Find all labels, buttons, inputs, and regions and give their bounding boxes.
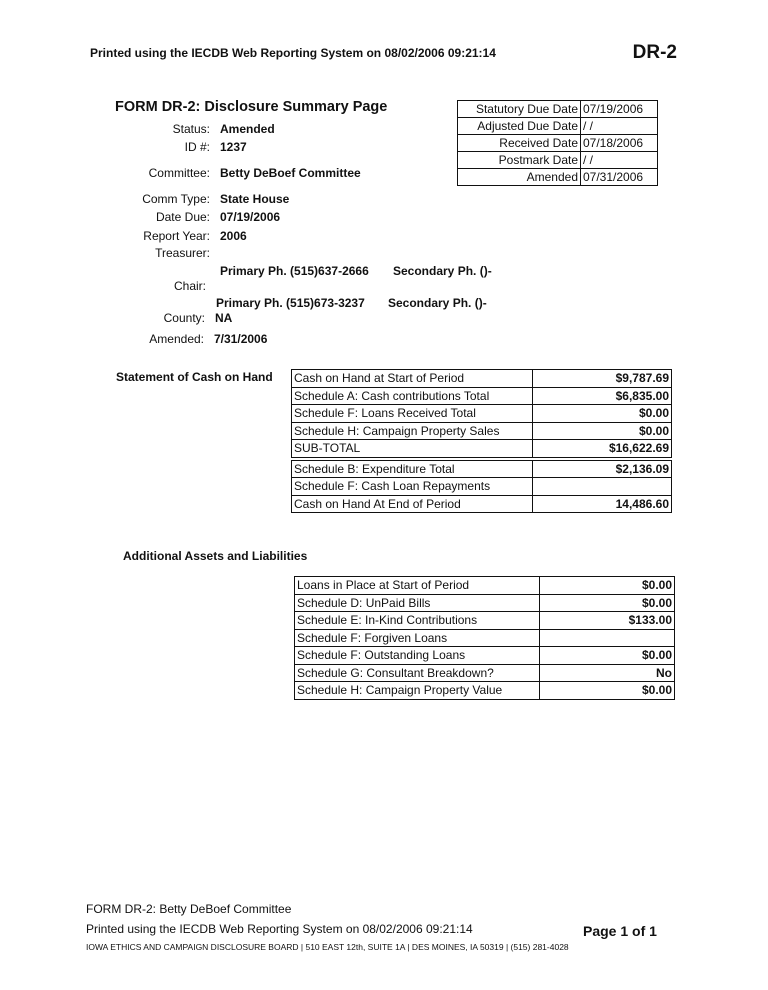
table-row (295, 594, 675, 612)
row-label: Schedule A: Cash contributions Total (292, 387, 533, 405)
table-row (458, 169, 658, 186)
status-value: Amended (220, 122, 275, 136)
treasurer-label: Treasurer: (155, 246, 210, 260)
row-label: Schedule F: Forgiven Loans (295, 629, 540, 647)
row-label: Schedule E: In-Kind Contributions (295, 612, 540, 630)
row-value: $0.00 (533, 422, 672, 440)
footer-form-line: FORM DR-2: Betty DeBoef Committee (86, 902, 292, 916)
table-row (295, 612, 675, 630)
page-title: FORM DR-2: Disclosure Summary Page (115, 99, 388, 115)
row-value: $6,835.00 (533, 387, 672, 405)
date-value: 07/19/2006 (581, 101, 658, 118)
row-label: SUB-TOTAL (292, 440, 533, 458)
chair-secondary-phone: Secondary Ph. ()- (388, 296, 487, 310)
footer-address: IOWA ETHICS AND CAMPAIGN DISCLOSURE BOARD | 510 EAST 12th, SUITE 1A | DES MOINES, IA 50319 | (515) 281-4028 (86, 942, 569, 952)
table-row (458, 101, 658, 118)
committee-value: Betty DeBoef Committee (220, 166, 361, 180)
assets-section-heading: Additional Assets and Liabilities (123, 549, 308, 563)
footer-printed-line: Printed using the IECDB Web Reporting System on 08/02/2006 09:21:14 (86, 922, 473, 936)
date-label: Amended (458, 169, 581, 186)
date-label: Received Date (458, 135, 581, 152)
dates-table (457, 100, 658, 186)
committee-label: Committee: (148, 166, 210, 180)
row-label: Schedule H: Campaign Property Value (295, 682, 540, 700)
row-value: $0.00 (540, 594, 675, 612)
date-label: Statutory Due Date (458, 101, 581, 118)
date-due-label: Date Due: (155, 210, 210, 224)
row-value: $0.00 (540, 577, 675, 595)
table-row (458, 135, 658, 152)
table-row (458, 118, 658, 135)
cash-section-heading: Statement of Cash on Hand (116, 370, 273, 384)
row-value: 14,486.60 (533, 495, 672, 513)
row-label: Schedule B: Expenditure Total (292, 460, 533, 478)
table-row (292, 387, 672, 405)
table-row (295, 682, 675, 700)
date-due-value: 07/19/2006 (220, 210, 281, 224)
status-label: Status: (172, 122, 210, 136)
row-value: No (540, 664, 675, 682)
date-value: 07/18/2006 (581, 135, 658, 152)
table-row (292, 460, 672, 478)
row-value: $0.00 (540, 647, 675, 665)
table-row (295, 577, 675, 595)
table-row (292, 440, 672, 458)
row-value: $2,136.09 (533, 460, 672, 478)
comm-type-value: State House (220, 192, 290, 206)
assets-table (294, 576, 675, 700)
date-label: Postmark Date (458, 152, 581, 169)
row-label: Schedule D: UnPaid Bills (295, 594, 540, 612)
report-year-value: 2006 (220, 229, 247, 243)
row-value (540, 629, 675, 647)
table-row (295, 664, 675, 682)
cash-table (291, 369, 672, 513)
date-value: 07/31/2006 (581, 169, 658, 186)
row-value: $9,787.69 (533, 370, 672, 388)
id-value: 1237 (220, 140, 247, 154)
row-value: $133.00 (540, 612, 675, 630)
table-row (458, 152, 658, 169)
chair-primary-phone: Primary Ph. (515)673-3237 (216, 296, 365, 310)
amended-value: 7/31/2006 (214, 332, 268, 346)
row-label: Cash on Hand at Start of Period (292, 370, 533, 388)
treasurer-secondary-phone: Secondary Ph. ()- (393, 264, 492, 278)
table-row (292, 405, 672, 423)
comm-type-label: Comm Type: (142, 192, 210, 206)
row-label: Schedule F: Cash Loan Repayments (292, 478, 533, 496)
row-value: $0.00 (540, 682, 675, 700)
page-number: Page 1 of 1 (583, 923, 657, 939)
row-label: Loans in Place at Start of Period (295, 577, 540, 595)
date-value: / / (581, 152, 658, 169)
id-label: ID #: (184, 140, 210, 154)
table-row (292, 422, 672, 440)
row-label: Schedule F: Outstanding Loans (295, 647, 540, 665)
table-row (292, 495, 672, 513)
row-label: Schedule H: Campaign Property Sales (292, 422, 533, 440)
report-year-label: Report Year: (143, 229, 210, 243)
date-value: / / (581, 118, 658, 135)
row-label: Cash on Hand At End of Period (292, 495, 533, 513)
date-label: Adjusted Due Date (458, 118, 581, 135)
county-label: County: (163, 311, 205, 325)
row-label: Schedule G: Consultant Breakdown? (295, 664, 540, 682)
form-code: DR-2 (632, 42, 677, 63)
amended-label: Amended: (149, 332, 204, 346)
row-value: $0.00 (533, 405, 672, 423)
chair-label: Chair: (173, 279, 206, 293)
table-row (295, 629, 675, 647)
treasurer-primary-phone: Primary Ph. (515)637-2666 (220, 264, 369, 278)
row-value: $16,622.69 (533, 440, 672, 458)
print-header: Printed using the IECDB Web Reporting System on 08/02/2006 09:21:14 (90, 46, 496, 60)
table-row (292, 370, 672, 388)
table-row (292, 478, 672, 496)
table-row (295, 647, 675, 665)
row-value (533, 478, 672, 496)
county-value: NA (215, 311, 233, 325)
row-label: Schedule F: Loans Received Total (292, 405, 533, 423)
